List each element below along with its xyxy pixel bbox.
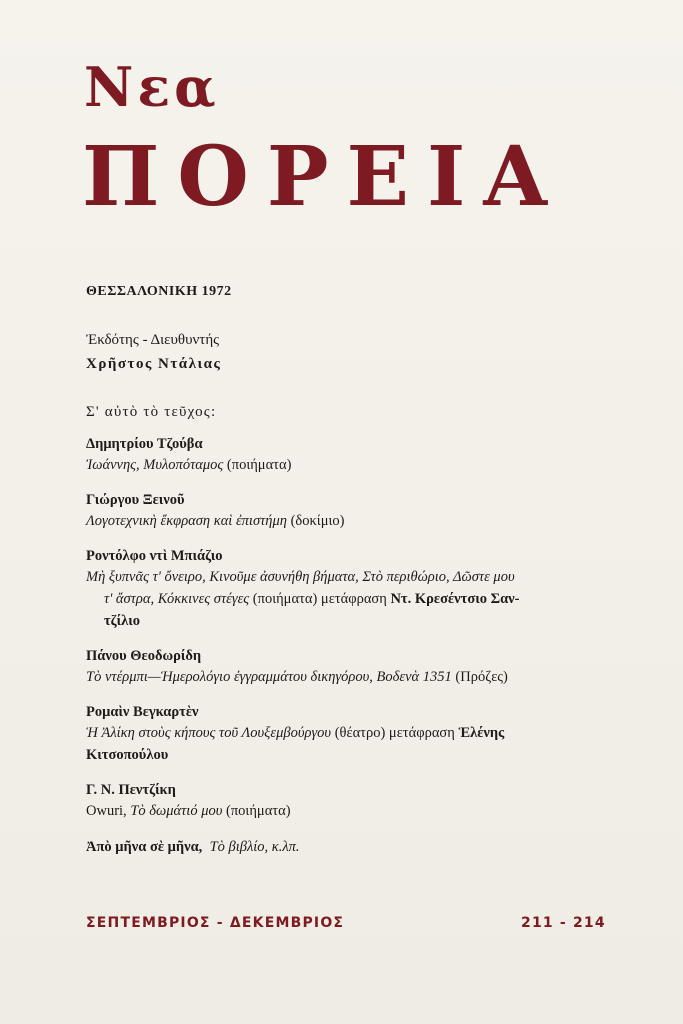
toc-entry — [86, 546, 626, 632]
section-title: Ἀπὸ μῆνα σὲ μῆνα, — [86, 839, 203, 855]
toc-entry — [86, 780, 626, 822]
work-genre: (ποιήματα) — [226, 803, 291, 819]
masthead-poreia: ΠΟΡΕΙΑ — [82, 129, 566, 225]
issue-contents-label: Σ' αὐτὸ τὸ τεῦχος: — [86, 404, 217, 420]
toc-entry — [86, 646, 626, 688]
translator-name: Ἑλένης — [458, 725, 505, 741]
toc-work — [86, 722, 626, 744]
toc-entry — [86, 702, 626, 766]
work-genre: (ποιήματα) — [226, 457, 292, 473]
masthead-nea: Νεα — [84, 55, 220, 119]
toc-work — [86, 666, 626, 688]
toc-work — [86, 454, 626, 476]
section-subtitle: Τὸ βιβλίο, κ.λπ. — [209, 839, 300, 855]
work-title: Τὸ δωμάτιό μου — [130, 803, 223, 819]
place-year: ΘΕΣΣΑΛΟΝΙΚΗ 1972 — [86, 284, 232, 299]
work-titles-line-2 — [86, 588, 626, 610]
publisher-label: Ἐκδότης - Διευθυντής — [86, 332, 220, 348]
work-titles-line-1: Μὴ ξυπνᾶς τ' ὄνειρο, Κινοῦμε ἀσυνήθη βήματα, Στὸ περιθώριο, Δῶστε μου — [86, 569, 515, 585]
work-title: Τὸ ντέρμπι—Ἡμερολόγιο ἐγγραμμάτου δικηγόρου, Βοδενὰ 1351 — [86, 669, 452, 685]
translator-name-cont: Κιτσοπούλου — [86, 747, 169, 763]
work-title: Ἡ Ἀλίκη στοὺς κήπους τοῦ Λουξεμβούργου — [86, 725, 332, 741]
work-genre: (ποιήματα) μετάφραση — [252, 591, 387, 607]
toc-author: Δημητρίου Τζούβα — [86, 436, 203, 452]
toc-entry — [86, 836, 626, 858]
toc-author: Πάνου Θεοδωρίδη — [86, 648, 202, 664]
work-genre: (Πρόζες) — [455, 669, 508, 685]
toc-author: Ροντόλφο ντὶ Μπιάζιο — [86, 548, 223, 564]
issue-numbers: 211 - 214 — [521, 915, 606, 931]
work-title: τ' ἄστρα, Κόκκινες στέγες — [104, 591, 250, 607]
translator-name: Ντ. Κρεσέντσιο Σαν- — [390, 591, 520, 607]
translator-name-cont: τζίλιο — [104, 613, 141, 629]
toc-author: Ρομαὶν Βεγκαρτὲν — [86, 704, 199, 720]
work-title: Λογοτεχνικὴ ἔκφραση καὶ ἐπιστήμη — [86, 513, 287, 529]
work-genre: (δοκίμιο) — [290, 513, 345, 529]
toc-work — [86, 510, 626, 532]
toc-work — [86, 836, 626, 858]
toc-author: Γ. Ν. Πεντζίκη — [86, 782, 176, 798]
work-title: Ἰωάννης, Μυλοπόταμος — [86, 457, 224, 473]
work-title-plain: Owuri, — [86, 803, 127, 819]
toc-author: Γιώργου Ξεινοῦ — [86, 492, 185, 508]
publisher-name: Χρῆστος Ντάλιας — [86, 356, 222, 372]
toc-work — [86, 800, 626, 822]
work-genre: (θέατρο) μετάφραση — [334, 725, 455, 741]
issue-months: ΣΕΠΤΕΜΒΡΙΟΣ - ΔΕΚΕΜΒΡΙΟΣ — [86, 915, 345, 931]
toc-entry — [86, 490, 626, 532]
table-of-contents — [86, 434, 626, 872]
toc-entry — [86, 434, 626, 476]
